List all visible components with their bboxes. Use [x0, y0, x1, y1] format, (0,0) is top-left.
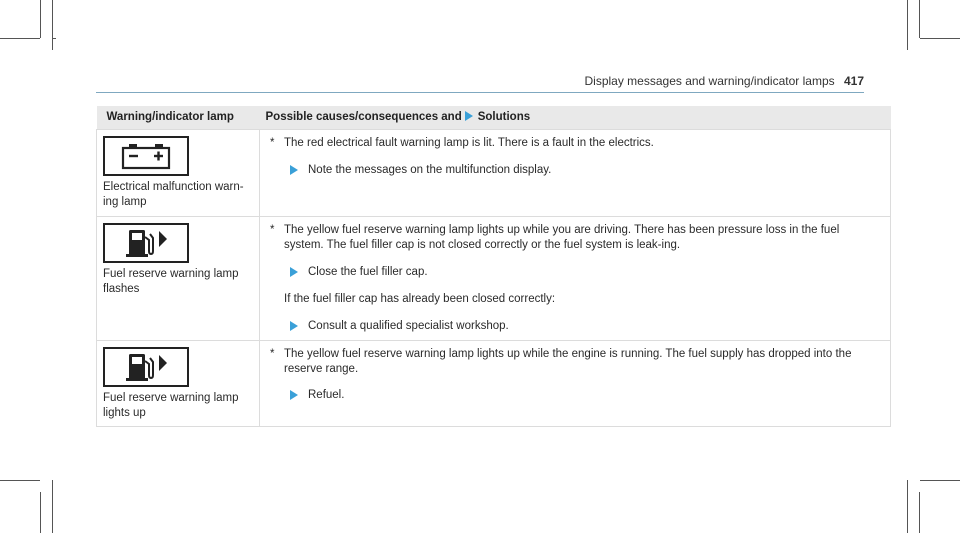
crop-mark	[919, 492, 920, 533]
solution-step	[290, 163, 882, 178]
asterisk-marker: *	[270, 137, 275, 149]
crop-mark	[919, 0, 920, 38]
arrow-right-icon	[465, 111, 473, 121]
lamp-cell	[97, 340, 260, 427]
crop-mark	[40, 492, 41, 533]
crop-mark	[40, 0, 41, 38]
lamp-cell	[97, 130, 260, 217]
solution-step	[290, 265, 882, 280]
fuel-pump-icon	[119, 351, 173, 383]
cause-text: The red electrical fault warning lamp is lit. There is a fault in the electrics.	[284, 137, 654, 149]
table-row	[97, 130, 891, 217]
header-rule	[96, 92, 864, 93]
table-header-row	[97, 106, 891, 130]
crop-mark	[0, 38, 40, 39]
crop-mark	[0, 480, 40, 481]
condition-text: If the fuel filler cap has already been closed correctly:	[284, 292, 556, 305]
cause-item	[270, 347, 882, 377]
lamp-label: Fuel reserve warning lamp lights up	[103, 391, 239, 419]
fuel-pump-icon	[119, 227, 173, 259]
solution-text: Consult a qualified specialist workshop.	[308, 319, 509, 332]
solution-step	[290, 319, 882, 334]
lamp-label: Fuel reserve warning lamp flashes	[103, 267, 239, 295]
asterisk-marker: *	[270, 223, 275, 236]
solution-text: Note the messages on the multifunction display.	[308, 163, 552, 176]
cause-cell	[260, 216, 891, 340]
running-header-title: Display messages and warning/indicator lamps	[584, 74, 835, 88]
lamp-symbol-frame	[103, 347, 189, 387]
crop-mark	[920, 480, 960, 481]
lamp-symbol-frame	[103, 136, 189, 176]
cause-item	[270, 136, 882, 151]
page-number: 417	[843, 74, 864, 88]
crop-mark	[920, 38, 960, 39]
arrow-right-icon	[290, 321, 298, 331]
lamp-symbol-frame	[103, 223, 189, 263]
cause-text: The yellow fuel reserve warning lamp lights up while the engine is running. The fuel supply has dropped into the reserve range.	[284, 347, 852, 375]
arrow-right-icon	[290, 390, 298, 400]
cause-item	[270, 223, 882, 253]
cause-cell	[260, 340, 891, 427]
column-header-solutions: Solutions	[477, 111, 531, 124]
solution-text: Refuel.	[308, 389, 345, 402]
column-header-causes	[260, 106, 891, 130]
cause-text: The yellow fuel reserve warning lamp lights up while you are driving. There has been pressure loss in the fuel system. The fuel filler cap is not closed correctly or the fuel system is leak-ing.	[284, 223, 840, 251]
running-header	[585, 74, 865, 88]
solution-text: Close the fuel filler cap.	[308, 265, 428, 278]
arrow-right-icon	[290, 165, 298, 175]
crop-mark	[52, 0, 53, 50]
crop-mark	[52, 480, 53, 533]
crop-mark	[907, 480, 908, 533]
table-row	[97, 340, 891, 427]
crop-mark	[907, 0, 908, 50]
warning-lamp-table	[96, 106, 891, 427]
column-header-causes-text: Possible causes/consequences and	[265, 111, 462, 124]
solution-step	[290, 388, 882, 403]
table-row	[97, 216, 891, 340]
asterisk-marker: *	[270, 347, 275, 360]
lamp-cell	[97, 216, 260, 340]
column-header-lamp: Warning/indicator lamp	[97, 106, 260, 130]
cause-cell	[260, 130, 891, 217]
battery-icon	[119, 142, 173, 170]
lamp-label: Electrical malfunction warn-ing lamp	[103, 181, 244, 208]
arrow-right-icon	[290, 267, 298, 277]
